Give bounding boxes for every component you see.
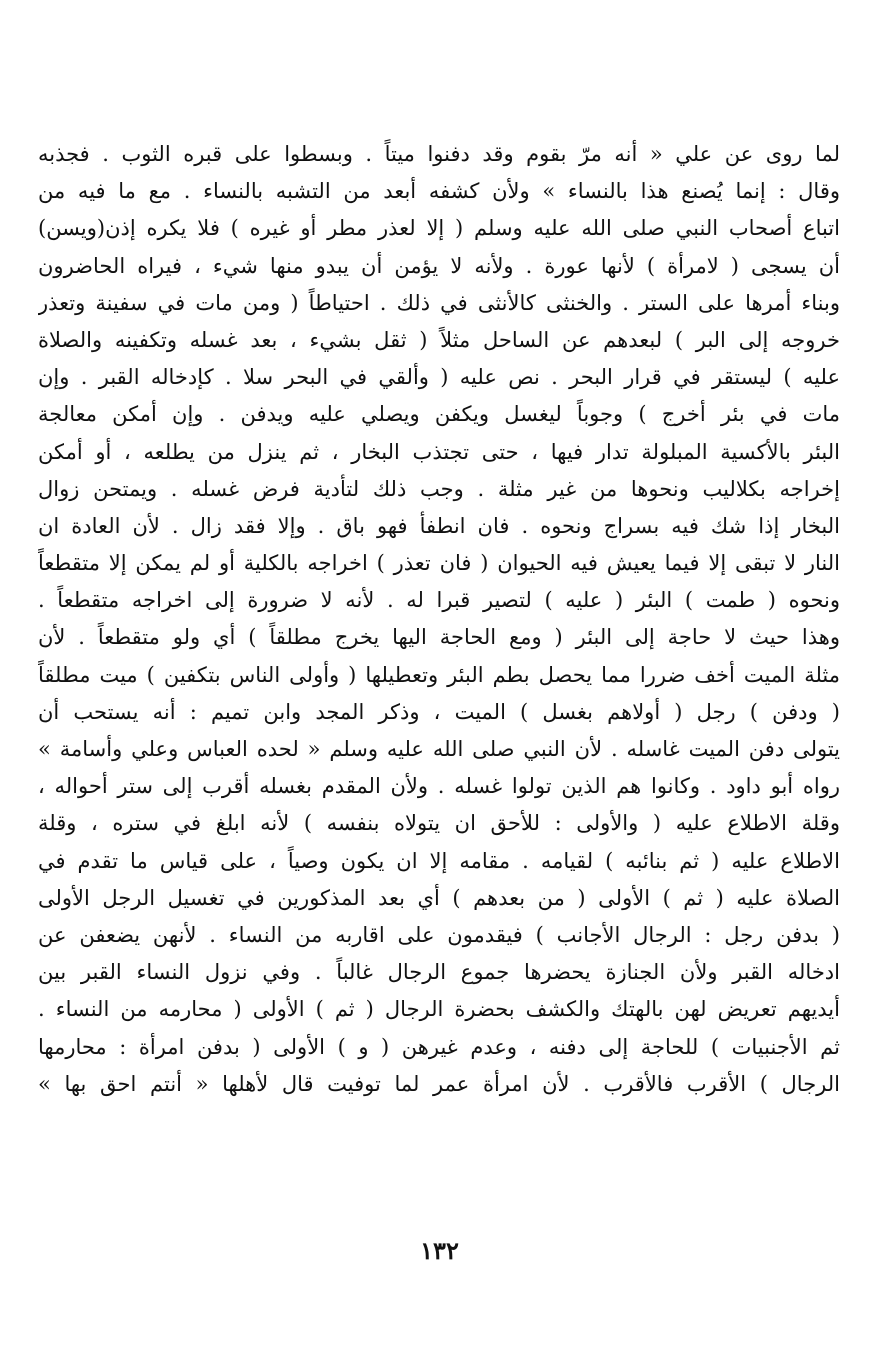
text-line: أن يسجى ( لامرأة ) لأنها عورة . ولأنه لا يؤمن أن يبدو منها شيء ، فيراه الحاضرون	[38, 253, 840, 278]
text-line: البخار إذا شك فيه بسراج ونحوه . فان انطفأ فهو باق . وإلا فقد زال . لأن العادة ان	[38, 513, 840, 538]
text-line: عليه ) ليستقر في قرار البحر . نص عليه ( وألقي في البحر سلا . كإدخاله القبر . وإن	[38, 365, 840, 390]
text-line: لما روى عن علي « أنه مرّ بقوم وقد دفنوا ميتاً . وبسطوا على قبره الثوب . فجذبه	[38, 142, 840, 166]
text-line: وقال : إنما يُصنع هذا بالنساء » ولأن كشفه أبعد من التشبه بالنساء . مع ما فيه من	[38, 179, 840, 204]
text-line: وهذا حيث لا حاجة إلى البئر ( ومع الحاجة اليها يخرج مطلقاً ) أي ولو متقطعاً . لأن	[38, 625, 840, 650]
text-line: مات في بئر أخرج ) وجوباً ليغسل ويكفن ويصلي عليه ويدفن . وإن أمكن معالجة	[38, 402, 840, 427]
text-line: إخراجه بكلاليب ونحوها من غير مثلة . وجب ذلك لتأدية فرض غسله . ويمتحن زوال	[38, 476, 840, 501]
text-line: ثم الأجنبيات ) للحاجة إلى دفنه ، وعدم غيرهن ( و ) الأولى ( بدفن امرأة : محارمها	[38, 1034, 840, 1059]
text-line: الصلاة عليه ( ثم ) الأولى ( من بعدهم ) أي بعد المذكورين في تغسيل الرجل الأولى	[38, 885, 840, 910]
text-line: النار لا تبقى إلا فيما يعيش فيه الحيوان ( فان تعذر ) اخراجه بالكلية أو لم يمكن إلا متقطعاً	[38, 551, 840, 576]
text-line: الاطلاع عليه ( ثم بنائبه ) لقيامه . مقامه إلا ان يكون وصياً ، على قياس ما تقدم في	[38, 848, 840, 873]
text-line: ونحوه ( طمت ) البئر ( عليه ) لتصير قبرا له . لأنه لا ضرورة إلى اخراجه متقطعاً .	[38, 588, 840, 613]
text-line: رواه أبو داود . وكانوا هم الذين تولوا غسله . ولأن المقدم بغسله أقرب إلى ستر أحواله ،	[38, 774, 840, 799]
text-line: البئر بالأكسية المبلولة تدار فيها ، حتى تجتذب البخار ، ثم ينزل من يطلعه ، أو أمكن	[38, 439, 840, 464]
text-line: ( بدفن رجل : الرجال الأجانب ) فيقدمون على اقاربه من النساء . لأنهن يضعفن عن	[38, 922, 840, 947]
text-line: مثلة الميت أخف ضررا مما يحصل بطم البئر وتعطيلها ( وأولى الناس بتكفين ) ميت مطلقاً	[38, 662, 840, 687]
text-line: وقلة الاطلاع عليه ( والأولى : للأحق ان يتولاه بنفسه ) لأنه ابلغ في ستره ، وقلة	[38, 811, 840, 836]
text-line: أيديهم تعريض لهن بالهتك والكشف بحضرة الرجال ( ثم ) الأولى ( محارمه من النساء .	[38, 997, 840, 1022]
text-line: يتولى دفن الميت غاسله . لأن النبي صلى الله عليه وسلم « لحده العباس وعلي وأسامة »	[38, 737, 840, 761]
text-line: ( ودفن ) رجل ( أولاهم بغسل ) الميت ، وذكر المجد وابن تميم : أنه يستحب أن	[38, 699, 840, 724]
text-line: خروجه إلى البر ) لبعدهم عن الساحل مثلاً ( ثقل بشيء ، بعد غسله وتكفينه والصلاة	[38, 327, 840, 352]
text-line: وبناء أمرها على الستر . والخنثى كالأنثى في ذلك . احتياطاً ( ومن مات في سفينة وتعذر	[38, 290, 840, 315]
text-line: ادخاله القبر ولأن الجنازة يحضرها جموع الرجال غالباً . وفي نزول النساء القبر بين	[38, 960, 840, 985]
text-line: الرجال ) الأقرب فالأقرب . لأن امرأة عمر لما توفيت قال لأهلها « أنتم احق بها »	[38, 1071, 840, 1096]
page-number: ١٣٢	[420, 1236, 459, 1265]
text-line: اتباع أصحاب النبي صلى الله عليه وسلم ( إلا لعذر مطر أو غيره ) فلا يكره إذن(ويسن)	[38, 216, 840, 241]
body-text	[38, 136, 840, 1103]
